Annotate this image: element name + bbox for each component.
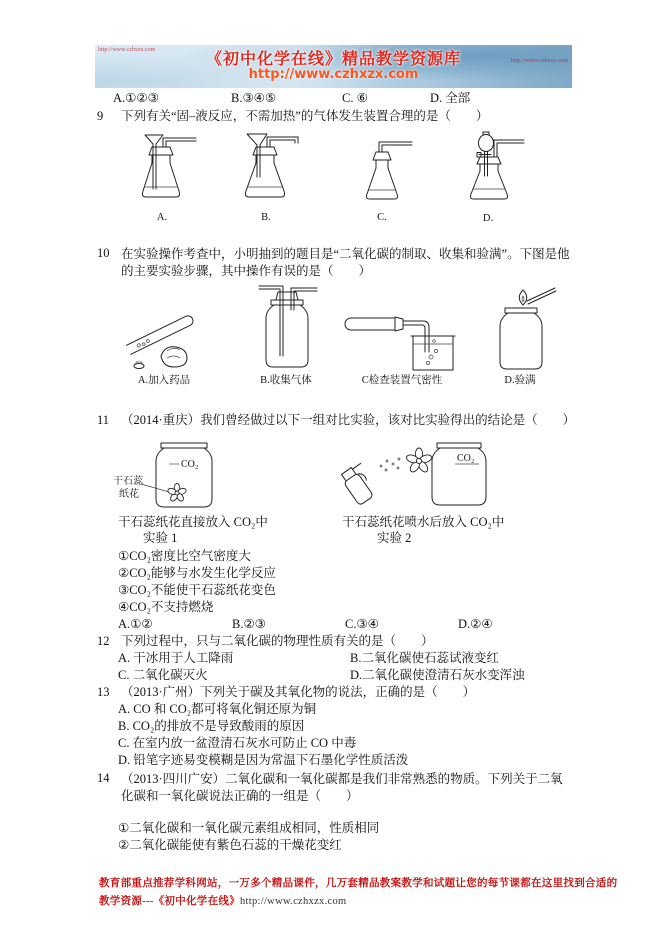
q11-caption-2: 干石蕊纸花喷水后放入 CO₂中 (342, 515, 505, 529)
q11-text: （2014·重庆）我们曾经做过以下一组对比实验，该对比实验得出的结论是（ ） (121, 413, 576, 427)
q11-option-a: A.①② (118, 617, 153, 631)
stopper-icon (134, 362, 144, 369)
q9-label-a: A. (156, 212, 168, 223)
q10-label-b: B.收集气体 (260, 375, 312, 386)
q9-apparatus-a (116, 131, 208, 224)
q11-experiment-2-figure (328, 433, 505, 519)
gas-outlet-tube-icon (494, 140, 524, 157)
q10-label-a: A.加入药品 (137, 375, 191, 386)
paper-flower-icon (167, 484, 187, 503)
banner-watermark-right: http://www.czhxzx.com (510, 58, 568, 64)
q11-exp2-label: 实验 2 (377, 531, 412, 545)
footer-line-1: 教育部重点推荐学科网站，一万多个精品课件，几万套精品教案教学和试题让您的每节课都在这里找到合适的 (99, 878, 618, 889)
q11-option-c: C.③④ (345, 617, 379, 631)
q11-option-d: D.②④ (458, 617, 493, 631)
dry-flower-in-co2-diagram (111, 437, 251, 517)
q10-step-c (340, 286, 464, 387)
flask-icon (245, 147, 284, 197)
spray-bottle-icon (339, 462, 380, 506)
flask-separating-funnel-diagram (442, 128, 534, 212)
q9-text: 下列有关“固–液反应，不需加热”的气体发生装置合理的是（ ） (121, 109, 489, 123)
funnel-icon (145, 135, 163, 189)
q12-option-a: A. 干冰用于人工降雨 (118, 651, 234, 665)
flask-short-funnel-diagram (220, 131, 312, 211)
gas-jar-icon (156, 443, 212, 507)
q9-label-c: C. (377, 212, 387, 223)
q9-label-b: B. (261, 212, 271, 223)
flask-long-funnel-diagram (116, 131, 208, 211)
site-banner (95, 45, 572, 88)
add-reagent-diagram (109, 296, 219, 374)
answer-option-d: D. 全部 (430, 91, 471, 105)
q12-option-d: D.二氧化碳使澄清石灰水变浑浊 (350, 668, 525, 682)
flask-icon (470, 157, 507, 199)
hand-icon (161, 347, 187, 367)
paper-flower-icon (406, 448, 433, 474)
q12-text: 下列过程中，只与二氧化碳的物理性质有关的是（ ） (121, 634, 434, 648)
answer-option-b: B.③④⑤ (231, 91, 277, 105)
q10-step-d (474, 284, 566, 387)
q9-apparatus-b (220, 131, 312, 224)
footer-site-url: http://www.czhxzx.com (240, 896, 347, 907)
q10-number: 10 (97, 246, 110, 260)
q11-statement-1: ①CO₂密度比空气密度大 (118, 549, 251, 563)
q10-step-b (240, 284, 332, 387)
q13-option-a: A. CO 和 CO₂都可将氧化铜还原为铜 (118, 702, 317, 716)
flask-icon (366, 152, 397, 199)
banner-title: 《初中化学在线》精品教学资源库 (205, 49, 461, 68)
gas-collection-diagram (241, 284, 331, 374)
q9-apparatus-c (336, 134, 428, 224)
q10-step-a (108, 296, 220, 387)
q14-number: 14 (97, 771, 110, 785)
q11-statement-3: ③CO₂不能使干石蕊纸花变色 (118, 583, 276, 597)
q13-option-c: C. 在室内放一盆澄清石灰水可防止 CO 中毒 (118, 736, 357, 750)
label-leader-line (141, 484, 169, 492)
q13-option-d: D. 铅笔字迹易变模糊是因为常温下石墨化学性质活泼 (118, 753, 409, 767)
q11-experiment-1-figure (110, 437, 252, 517)
air-tightness-check-diagram (341, 286, 463, 374)
q13-option-b: B. CO₂的排放不是导致酸雨的原因 (118, 719, 305, 733)
beaker-icon (411, 336, 455, 370)
gas-outlet-tube-icon (267, 137, 298, 147)
answer-option-c: C. ⑥ (342, 91, 368, 105)
q11-statement-4: ④CO₂不支持燃烧 (118, 600, 214, 614)
gas-outlet-tube-icon (163, 138, 196, 147)
q9-number: 9 (97, 109, 104, 123)
test-tube-icon (126, 314, 194, 354)
q11-caption-1: 干石蕊纸花直接放入 CO₂中 (118, 515, 268, 529)
gas-inlet-tube-icon (259, 286, 283, 356)
banner-watermark-topleft: http://www.czhxzx.com (98, 47, 156, 53)
q14-statement-1: ①二氧化碳和一氧化碳元素组成相同，性质相同 (118, 821, 380, 835)
q11-option-b: B.②③ (232, 617, 266, 631)
q11-statement-2: ②CO₂能够与水发生化学反应 (118, 566, 276, 580)
q14-statement-2: ②二氧化碳能使有紫色石蕊的干燥花变红 (118, 838, 342, 852)
footer-line-2 (99, 893, 347, 908)
q10-label-d: D.验满 (504, 375, 536, 386)
gas-label: CO₂ (457, 453, 475, 464)
gas-bottle-icon (266, 292, 308, 367)
test-tube-icon (345, 317, 403, 331)
q9-apparatus-d (442, 128, 534, 225)
burning-splint-icon (519, 288, 556, 305)
fullness-test-diagram (475, 284, 565, 374)
gas-bottle-icon (500, 308, 542, 369)
gas-vent-tube-icon (291, 288, 317, 310)
flower-label-line1: 干石蕊 (113, 476, 143, 487)
gas-outlet-tube-icon (379, 142, 412, 152)
q14-text: （2013·四川广安）二氧化碳和一氧化碳都是我们非常熟悉的物质。下列关于二氧化碳和一氧化碳说法正确的一组是（ ） (121, 772, 563, 803)
q11-number: 11 (97, 413, 110, 427)
separating-funnel-icon (477, 132, 494, 176)
q13-number: 13 (97, 685, 110, 699)
water-spray-icon (380, 458, 400, 471)
q10-text: 在实验操作考查中，小明抽到的题目是“二氧化碳的制取、收集和验满”。下图是他的主要实验步骤，其中操作有误的是（ ） (121, 247, 570, 278)
q13-text: （2013·广州）下列关于碳及其氧化物的说法，正确的是（ ） (121, 685, 476, 699)
sprayed-flower-in-co2-diagram (329, 433, 504, 519)
q12-option-c: C. 二氧化碳灭火 (118, 668, 208, 682)
q12-number: 12 (97, 634, 110, 648)
flask-delivery-tube-diagram (336, 134, 428, 211)
flower-label-line2: 纸花 (119, 489, 139, 500)
banner-url: http://www.czhxzx.com (248, 67, 419, 82)
q9-label-d: D. (482, 213, 494, 224)
q12-option-b: B.二氧化碳使石蕊试液变红 (350, 651, 499, 665)
gas-label: CO₂ (181, 459, 199, 470)
q10-label-c: C检查装置气密性 (361, 375, 443, 386)
footer-line-2-text: 教学资源---《初中化学在线》 (99, 896, 240, 907)
flask-icon (142, 147, 179, 197)
answer-option-a: A.①②③ (113, 91, 159, 105)
q11-exp1-label: 实验 1 (143, 531, 178, 545)
